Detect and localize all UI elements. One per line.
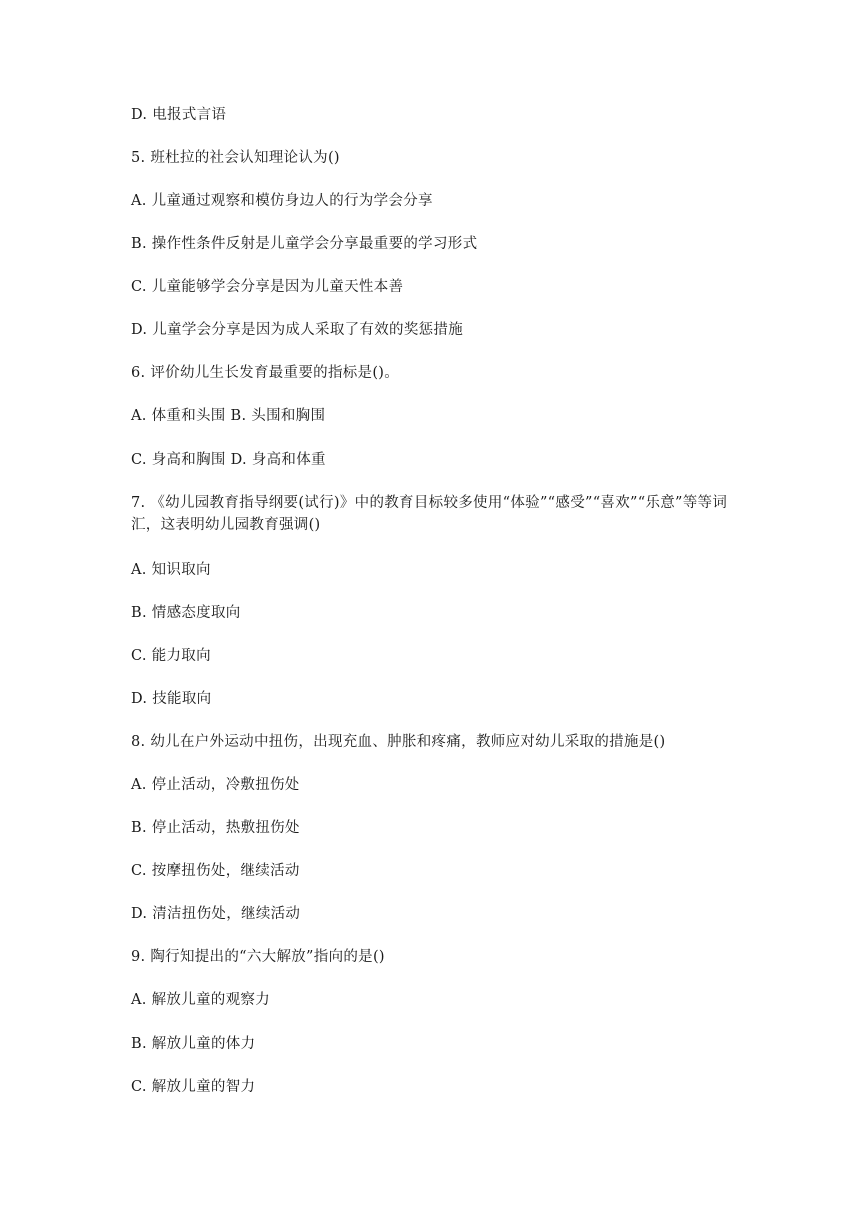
- option-d-q5: D. 儿童学会分享是因为成人采取了有效的奖惩措施: [131, 322, 464, 338]
- question-6: 6. 评价幼儿生长发育最重要的指标是()。: [131, 365, 400, 381]
- option-a-q5: A. 儿童通过观察和模仿身边人的行为学会分享: [131, 193, 433, 209]
- option-a-q8: A. 停止活动，冷敷扭伤处: [131, 777, 300, 793]
- option-d-q8: D. 清洁扭伤处，继续活动: [131, 906, 301, 922]
- option-c-q5: C. 儿童能够学会分享是因为儿童天性本善: [131, 279, 404, 295]
- option-b-q5: B. 操作性条件反射是儿童学会分享最重要的学习形式: [131, 236, 478, 252]
- option-c-q9: C. 解放儿童的智力: [131, 1079, 256, 1095]
- option-c-q7: C. 能力取向: [131, 648, 211, 664]
- options-ab-q6: A. 体重和头围 B. 头围和胸围: [131, 408, 326, 424]
- question-7: 7. 《幼儿园教育指导纲要(试行)》中的教育目标较多使用“体验”“感受”“喜欢”“乐意”等等词汇，这表明幼儿园教育强调(): [131, 495, 728, 533]
- option-d-q7: D. 技能取向: [131, 691, 212, 707]
- option-b-q8: B. 停止活动，热敷扭伤处: [131, 820, 300, 836]
- option-d-q4: D. 电报式言语: [131, 107, 227, 123]
- question-5: 5. 班杜拉的社会认知理论认为(): [131, 150, 340, 166]
- option-a-q9: A. 解放儿童的观察力: [131, 992, 270, 1008]
- option-c-q8: C. 按摩扭伤处，继续活动: [131, 863, 300, 879]
- option-b-q7: B. 情感态度取向: [131, 605, 241, 621]
- option-a-q7: A. 知识取向: [131, 562, 211, 578]
- options-cd-q6: C. 身高和胸围 D. 身高和体重: [131, 452, 326, 468]
- question-8: 8. 幼儿在户外运动中扭伤，出现充血、肿胀和疼痛，教师应对幼儿采取的措施是(): [131, 734, 666, 750]
- question-9: 9. 陶行知提出的“六大解放”指向的是(): [131, 949, 385, 965]
- option-b-q9: B. 解放儿童的体力: [131, 1036, 256, 1052]
